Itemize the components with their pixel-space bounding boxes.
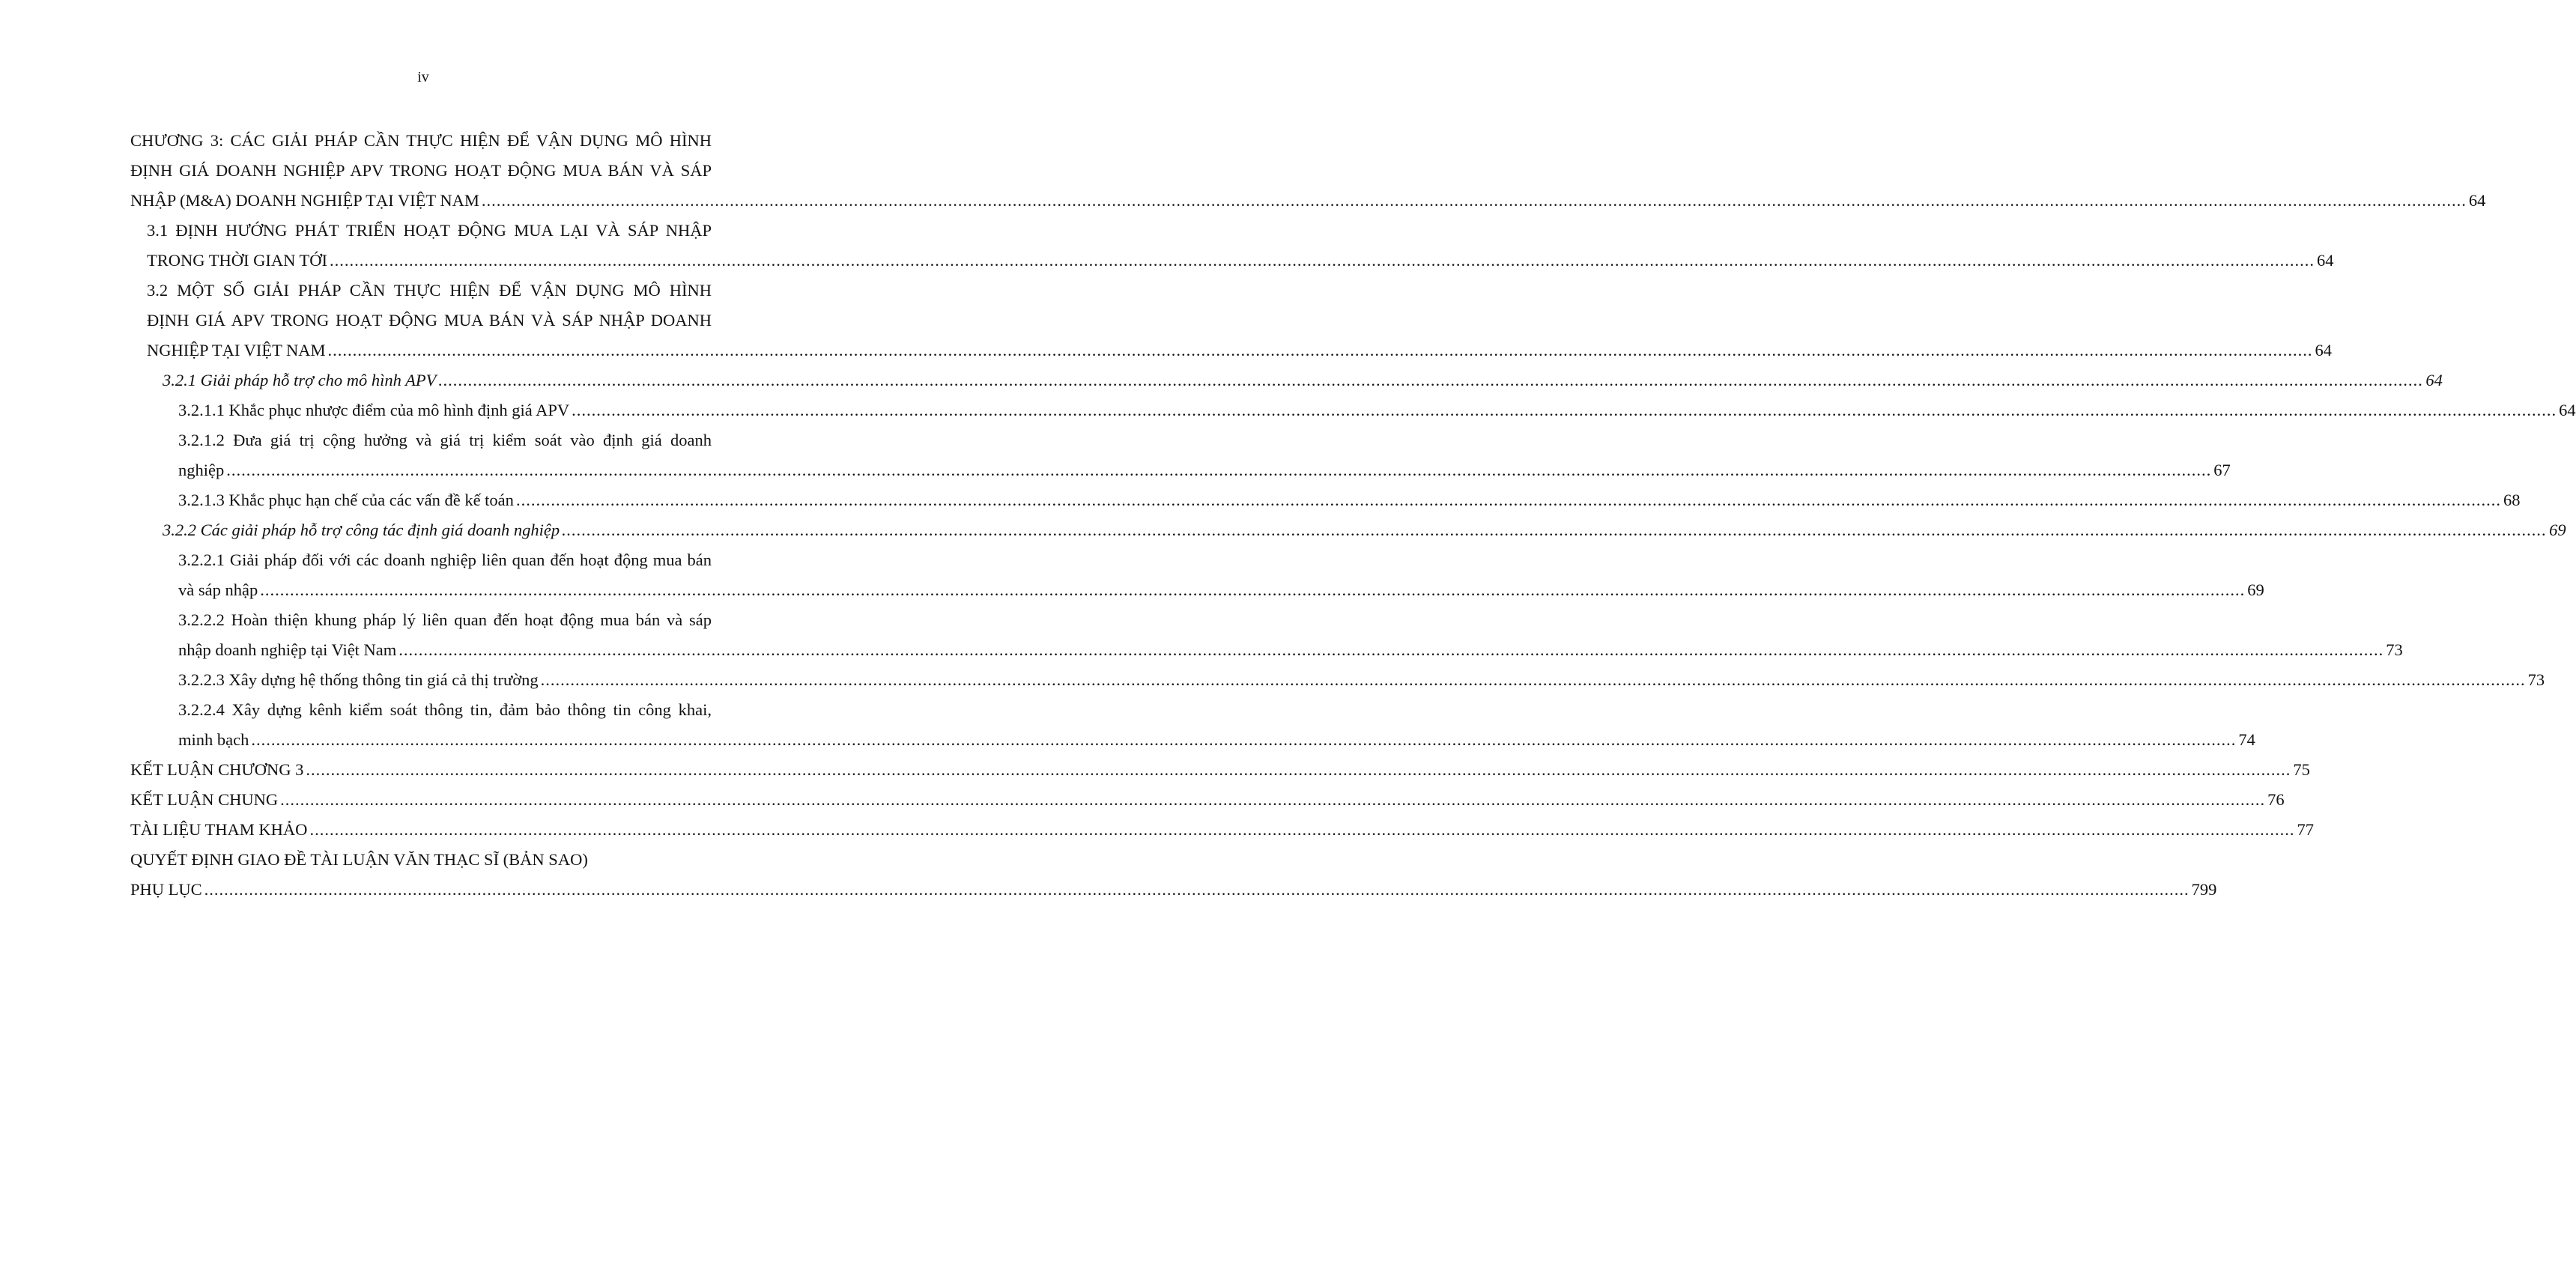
toc-entry-text-line: 3.2.2.1 Giải pháp đối với các doanh nghiệp liên quan đến hoạt động mua bán: [178, 550, 712, 569]
toc-page-number: 73: [2386, 640, 2403, 659]
toc-entry-text-line: CHƯƠNG 3: CÁC GIẢI PHÁP CẦN THỰC HIỆN ĐỂ VẬN DỤNG MÔ HÌNH: [130, 131, 712, 150]
page-number: iv: [417, 69, 429, 85]
toc-entry-label: 3.2.1 Giải pháp hỗ trợ cho mô hình APV: [163, 371, 437, 389]
toc-page-number: 64: [2559, 401, 2576, 419]
toc-entry-text-line: ĐỊNH GIÁ APV TRONG HOẠT ĐỘNG MUA BÁN VÀ SÁP NHẬP DOANH: [147, 311, 712, 330]
toc-entry-label: 3.2.1.1 Khắc phục nhược điểm của mô hình định giá APV: [178, 401, 570, 419]
toc-page-number: 73: [2527, 670, 2545, 689]
toc-dot-leader: ................................................................................................................................................................................................................................................................................................................................................................................................................: [562, 521, 2548, 539]
toc-entry[interactable]: [147, 276, 2333, 365]
toc-entry-text-line: ĐỊNH GIÁ DOANH NGHIỆP APV TRONG HOẠT ĐỘNG MUA BÁN VÀ SÁP: [130, 161, 712, 180]
toc-entry[interactable]: [163, 515, 2566, 545]
toc-entry-label: TÀI LIỆU THAM KHẢO: [130, 820, 308, 839]
toc-page-number: 64: [2317, 251, 2334, 270]
table-of-contents: [130, 126, 2576, 905]
toc-entry[interactable]: [163, 365, 2443, 395]
toc-page-number: 74: [2238, 730, 2255, 749]
toc-entry[interactable]: [130, 755, 2310, 785]
toc-entry-label: TRONG THỜI GIAN TỚI: [147, 251, 328, 270]
toc-entry[interactable]: [147, 216, 2334, 276]
toc-entry[interactable]: [178, 425, 2231, 485]
toc-entry[interactable]: [130, 126, 2486, 216]
toc-entry-label: nghiệp: [178, 461, 225, 479]
toc-entry[interactable]: [178, 605, 2403, 665]
toc-entry-text-line: 3.2 MỘT SỐ GIẢI PHÁP CẦN THỰC HIỆN ĐỂ VẬN DỤNG MÔ HÌNH: [147, 281, 712, 300]
toc-entry-label: và sáp nhập: [178, 580, 258, 599]
toc-entry-label: PHỤ LỤC: [130, 880, 202, 899]
toc-entry-text-line: 3.2.2.4 Xây dựng kênh kiểm soát thông tin, đảm bảo thông tin công khai,: [178, 700, 712, 719]
toc-entry[interactable]: [178, 695, 2255, 755]
toc-entry-label: NHẬP (M&A) DOANH NGHIỆP TẠI VIỆT NAM: [130, 191, 479, 210]
toc-entry-text-line: 3.2.1.2 Đưa giá trị cộng hưởng và giá trị kiểm soát vào định giá doanh: [178, 431, 712, 449]
toc-entry-label: KẾT LUẬN CHUNG: [130, 790, 279, 809]
toc-page-number: 75: [2293, 760, 2310, 779]
toc-entry[interactable]: [178, 665, 2545, 695]
toc-page-number: 69: [2247, 580, 2264, 599]
toc-entry[interactable]: [130, 785, 2285, 815]
toc-entry-label: nhập doanh nghiệp tại Việt Nam: [178, 640, 397, 659]
toc-dot-leader: ................................................................................................................................................................................................................................................................................................................................................................................................................: [398, 640, 2384, 659]
toc-entry[interactable]: [130, 845, 712, 875]
toc-entry-label: KẾT LUẬN CHƯƠNG 3: [130, 760, 304, 779]
toc-dot-leader: ................................................................................................................................................................................................................................................................................................................................................................................................................: [438, 371, 2424, 389]
toc-dot-leader: ................................................................................................................................................................................................................................................................................................................................................................................................................: [481, 191, 2467, 210]
toc-entry[interactable]: [178, 485, 2521, 515]
toc-dot-leader: ................................................................................................................................................................................................................................................................................................................................................................................................................: [540, 670, 2526, 689]
toc-page-number: 76: [2267, 790, 2285, 809]
toc-entry[interactable]: [178, 395, 2576, 425]
toc-page-number: 64: [2425, 371, 2443, 389]
toc-dot-leader: ................................................................................................................................................................................................................................................................................................................................................................................................................: [515, 491, 2501, 509]
toc-page-number: 69: [2549, 521, 2566, 539]
toc-entry[interactable]: [178, 545, 2264, 605]
toc-page-number: 64: [2468, 191, 2486, 210]
toc-dot-leader: ................................................................................................................................................................................................................................................................................................................................................................................................................: [260, 580, 2246, 599]
toc-page-number: 67: [2213, 461, 2231, 479]
toc-dot-leader: ................................................................................................................................................................................................................................................................................................................................................................................................................: [309, 820, 2295, 839]
toc-entry-label: 3.2.2.3 Xây dựng hệ thống thông tin giá cả thị trường: [178, 670, 539, 689]
toc-entry[interactable]: [130, 815, 2314, 845]
toc-entry-text-line: 3.2.2.2 Hoàn thiện khung pháp lý liên quan đến hoạt động mua bán và sáp: [178, 610, 712, 629]
toc-dot-leader: ................................................................................................................................................................................................................................................................................................................................................................................................................: [204, 880, 2189, 899]
toc-dot-leader: ................................................................................................................................................................................................................................................................................................................................................................................................................: [280, 790, 2266, 809]
toc-dot-leader: ................................................................................................................................................................................................................................................................................................................................................................................................................: [330, 251, 2315, 270]
toc-dot-leader: ................................................................................................................................................................................................................................................................................................................................................................................................................: [572, 401, 2557, 419]
toc-dot-leader: ................................................................................................................................................................................................................................................................................................................................................................................................................: [226, 461, 2212, 479]
toc-page-number: 68: [2503, 491, 2521, 509]
toc-entry-label: QUYẾT ĐỊNH GIAO ĐỀ TÀI LUẬN VĂN THẠC SĨ (BẢN SAO): [130, 850, 588, 869]
toc-page-number: 64: [2315, 341, 2333, 360]
toc-page-number: 799: [2191, 880, 2217, 899]
toc-entry-label: 3.2.2 Các giải pháp hỗ trợ công tác định giá doanh nghiệp: [163, 521, 560, 539]
toc-entry-label: 3.2.1.3 Khắc phục hạn chế của các vấn đề kế toán: [178, 491, 514, 509]
toc-entry[interactable]: [130, 875, 2217, 905]
toc-dot-leader: ................................................................................................................................................................................................................................................................................................................................................................................................................: [327, 341, 2313, 360]
toc-entry-text-line: 3.1 ĐỊNH HƯỚNG PHÁT TRIỂN HOẠT ĐỘNG MUA LẠI VÀ SÁP NHẬP: [147, 221, 712, 240]
toc-entry-label: minh bạch: [178, 730, 249, 749]
toc-page-number: 77: [2297, 820, 2314, 839]
toc-dot-leader: ................................................................................................................................................................................................................................................................................................................................................................................................................: [251, 730, 2237, 749]
toc-entry-label: NGHIỆP TẠI VIỆT NAM: [147, 341, 326, 360]
toc-dot-leader: ................................................................................................................................................................................................................................................................................................................................................................................................................: [306, 760, 2291, 779]
